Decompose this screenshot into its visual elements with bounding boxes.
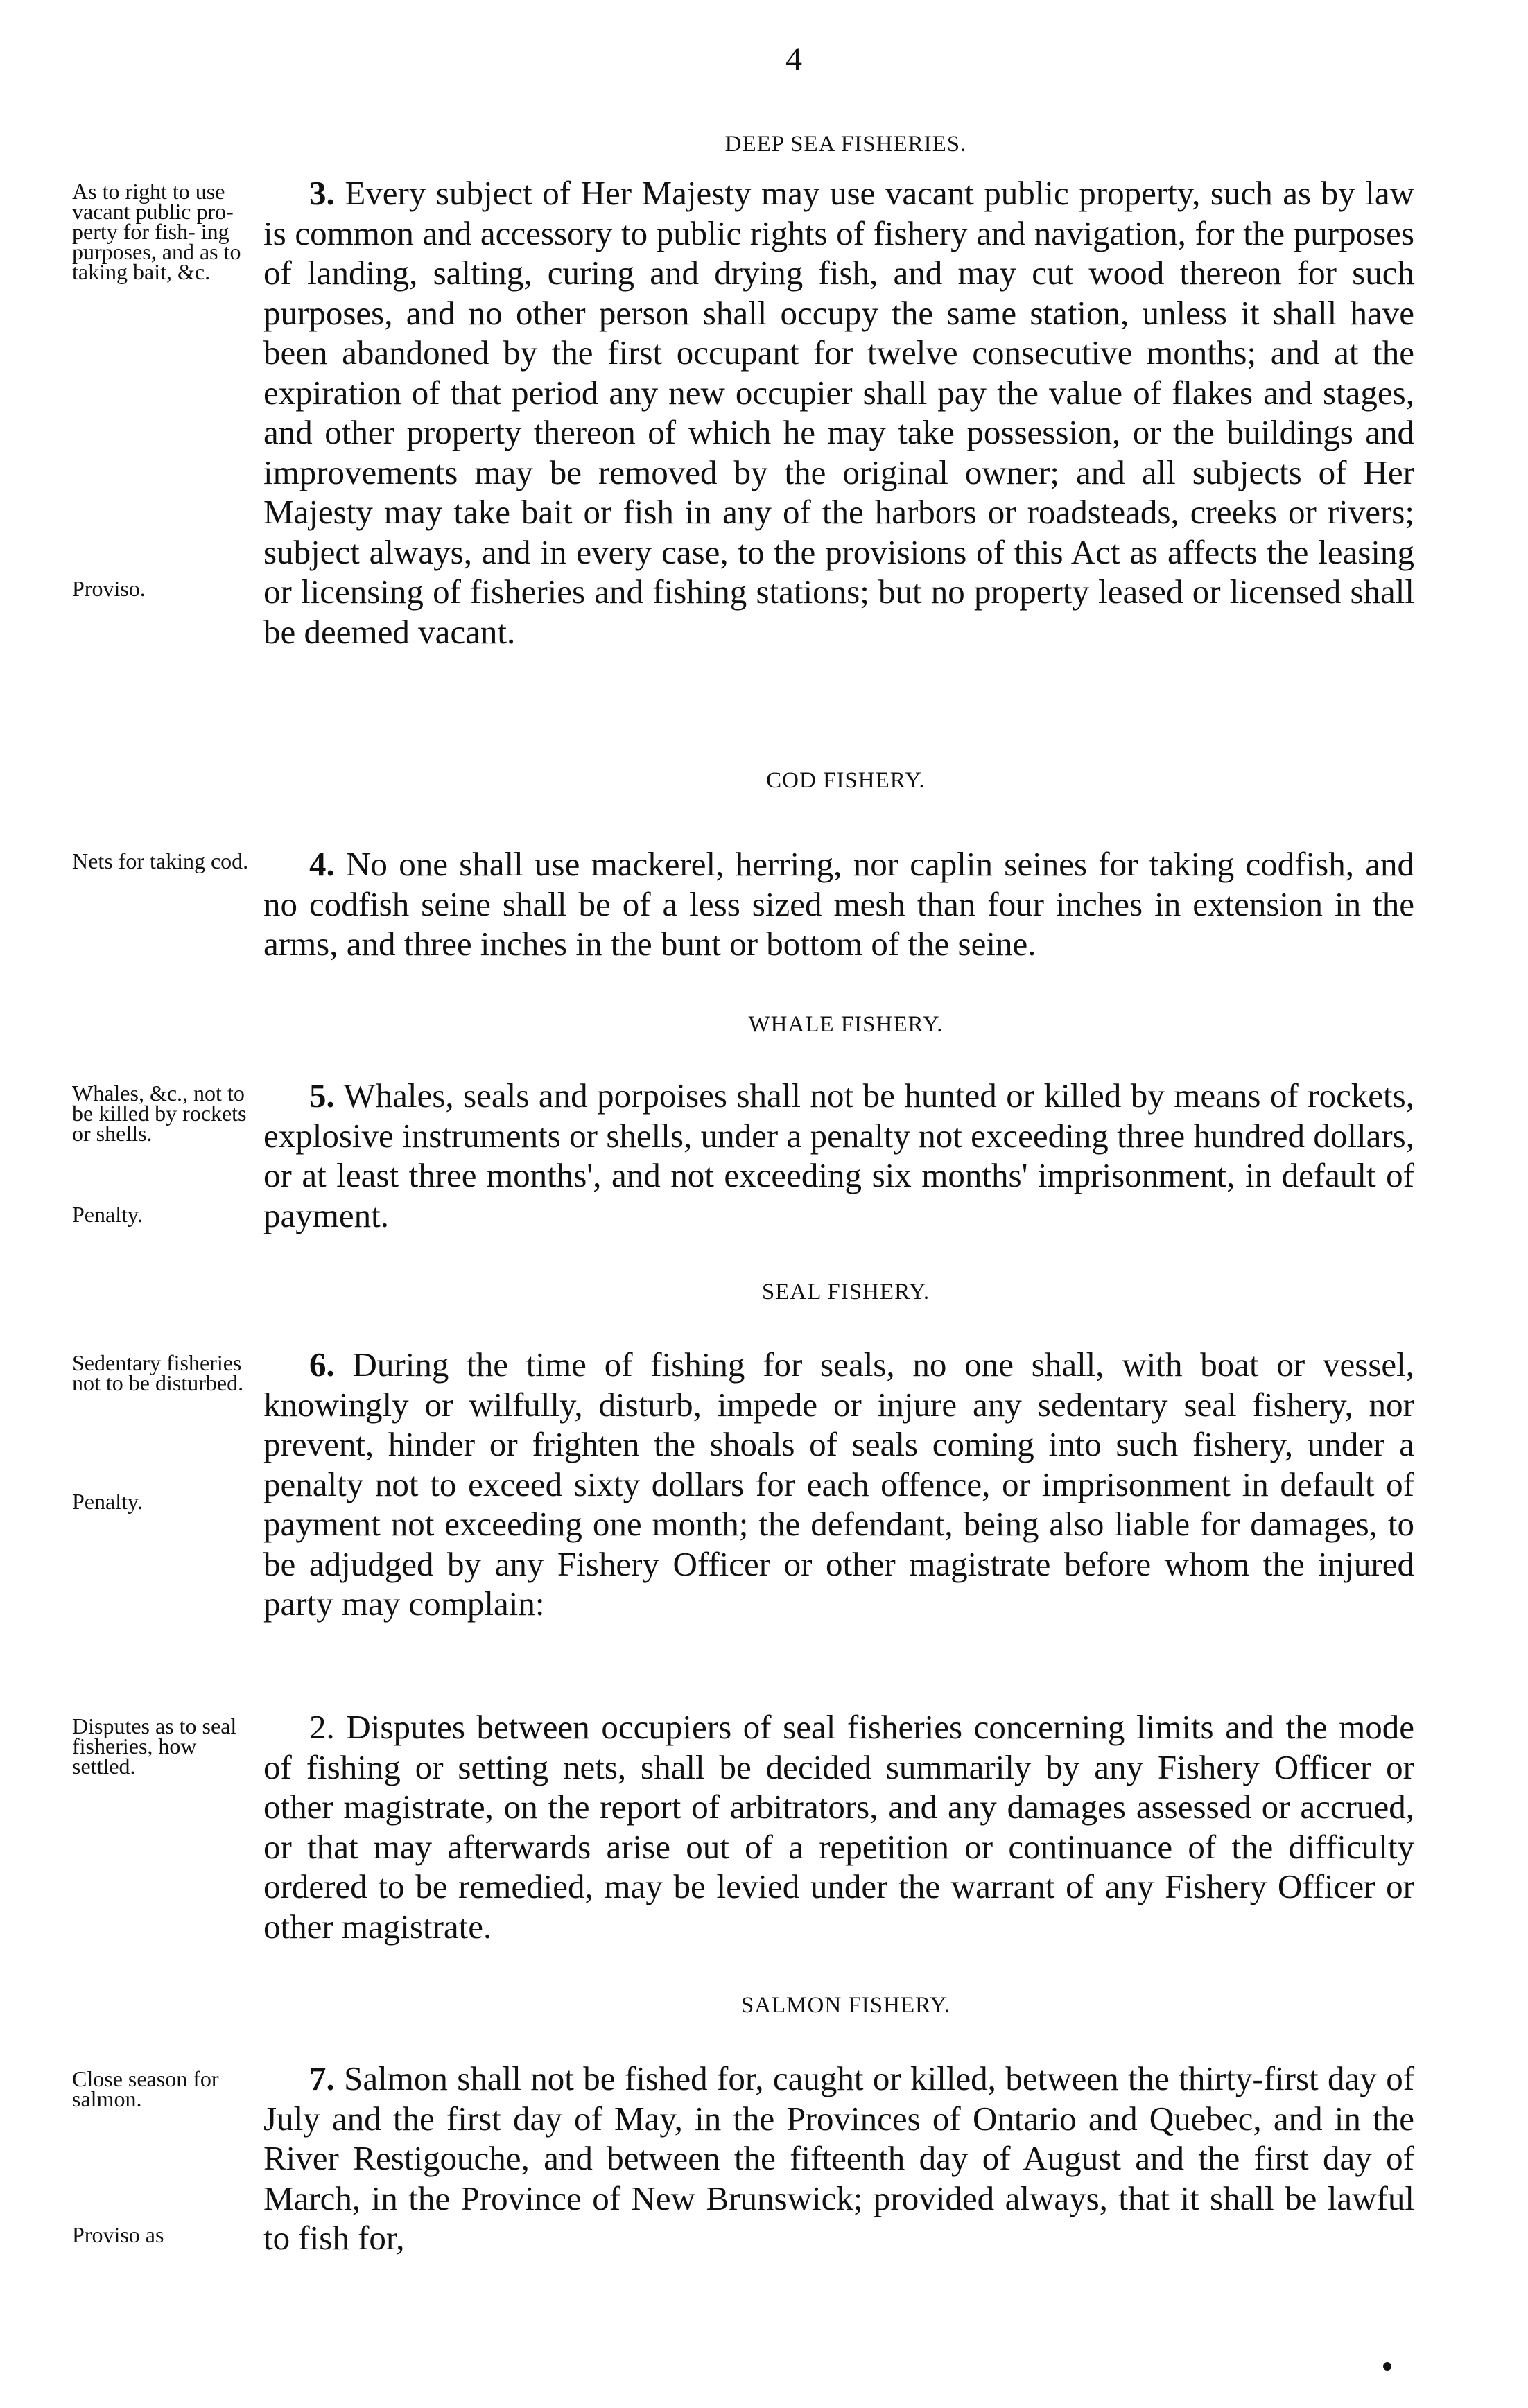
- heading-salmon-fishery: SALMON FISHERY.: [740, 1993, 951, 2018]
- section-text: Whales, seals and porpoises shall not be hunted or killed by means of rockets, explosive instruments or shells, under a penalty not exceeding three hundred dollars, or at least three months', and not exceeding six months' imprisonment, in default of payment.: [263, 1076, 1414, 1234]
- section-5: [263, 1076, 1414, 1235]
- page-number: 4: [785, 41, 802, 78]
- margin-note-penalty: Penalty.: [72, 1489, 143, 1514]
- heading-deep-sea-fisheries: DEEP SEA FISHERIES.: [724, 132, 967, 157]
- section-text: Every subject of Her Majesty may use vacant public property, such as by law is common and accessory to public rights of fishery and navigation, for the purposes of landing, salting, curing and drying fish, and may cut wood thereon for such purposes, and no other person shall occupy the same station, unless it shall have been abandoned by the first occupant for twelve consecutive months; and at the expiration of that period any new occupier shall pay the value of flakes and stages, and other property thereon of which he may take possession, or the buildings and improvements may be removed by the original owner; and all subjects of Her Majesty may take bait or fish in any of the harbors or roadsteads, creeks or rivers; subject always, and in every case, to the provisions of this Act as affects the leasing or licensing of fisheries and fishing stations; but no property leased or licensed shall be deemed vacant.: [263, 174, 1414, 651]
- section-text: Disputes between occupiers of seal fisheries concerning limits and the mode of fishing or setting nets, shall be decided summarily by any Fishery Officer or other magistrate, on the report of arbitrators, and any damages assessed or accrued, or that may afterwards arise out of a repetition or continuance of the difficulty ordered to be remedied, may be levied under the warrant of any Fishery Officer or other magistrate.: [263, 1708, 1414, 1946]
- section-text: During the time of fishing for seals, no one shall, with boat or vessel, knowingly or wilfully, disturb, impede or injure any sedentary seal fishery, nor prevent, hinder or frighten the shoals of seals coming into such fishery, under a penalty not to exceed sixty dollars for each offence, or imprisonment in default of payment not exceeding one month; the defendant, being also liable for damages, to be adjudged by any Fishery Officer or other magistrate before whom the injured party may complain:: [263, 1345, 1415, 1623]
- section-number: 3.: [309, 174, 335, 212]
- margin-note-penalty: Penalty.: [72, 1202, 143, 1227]
- margin-note-whales-not-killed-by-rockets: Whales, &c., not to be killed by rockets or shells.: [72, 1081, 247, 1146]
- section-3: [263, 173, 1414, 742]
- margin-note-close-season-salmon: Close season for salmon.: [72, 2066, 219, 2111]
- ink-dot: [1383, 2362, 1391, 2371]
- heading-whale-fishery: WHALE FISHERY.: [748, 1012, 944, 1037]
- section-number: 4.: [309, 845, 335, 883]
- section-6: [263, 1345, 1414, 1624]
- heading-cod-fishery: COD FISHERY.: [766, 768, 926, 793]
- section-text: Salmon shall not be fished for, caught or killed, between the thirty-first day of July and the first day of May, in the Provinces of Ontario and Quebec, and in the River Restigouche, and between the fifteenth day of August and the first day of March, in the Province of New Brunswick; provided always, that it shall be lawful to fish for,: [263, 2059, 1415, 2257]
- margin-note-disputes-seal-fisheries: Disputes as to seal fisheries, how settled.: [72, 1713, 237, 1779]
- margin-note-proviso-as: Proviso as: [72, 2222, 164, 2247]
- margin-note-proviso: Proviso.: [72, 576, 146, 601]
- heading-seal-fishery: SEAL FISHERY.: [761, 1280, 930, 1305]
- margin-note-right-to-use-vacant-property: As to right to use vacant public pro- perty for fish- ing purposes, and as to taking bait, &c.: [72, 179, 241, 284]
- subsection-number: 2.: [309, 1708, 335, 1746]
- section-number: 5.: [309, 1076, 335, 1115]
- margin-note-nets-for-cod: Nets for taking cod.: [72, 848, 249, 873]
- section-number: 7.: [309, 2059, 335, 2097]
- section-7: [263, 2059, 1414, 2258]
- margin-note-sedentary-fisheries: Sedentary fisheries not to be disturbed.: [72, 1350, 244, 1395]
- section-number: 6.: [309, 1345, 335, 1384]
- section-text: No one shall use mackerel, herring, nor caplin seines for taking codfish, and no codfish seine shall be of a less sized mesh than four inches in extension in the arms, and three inches in the bunt or bottom of the seine.: [263, 845, 1415, 963]
- section-4: [263, 844, 1414, 964]
- section-6-subsection-2: [263, 1707, 1414, 1946]
